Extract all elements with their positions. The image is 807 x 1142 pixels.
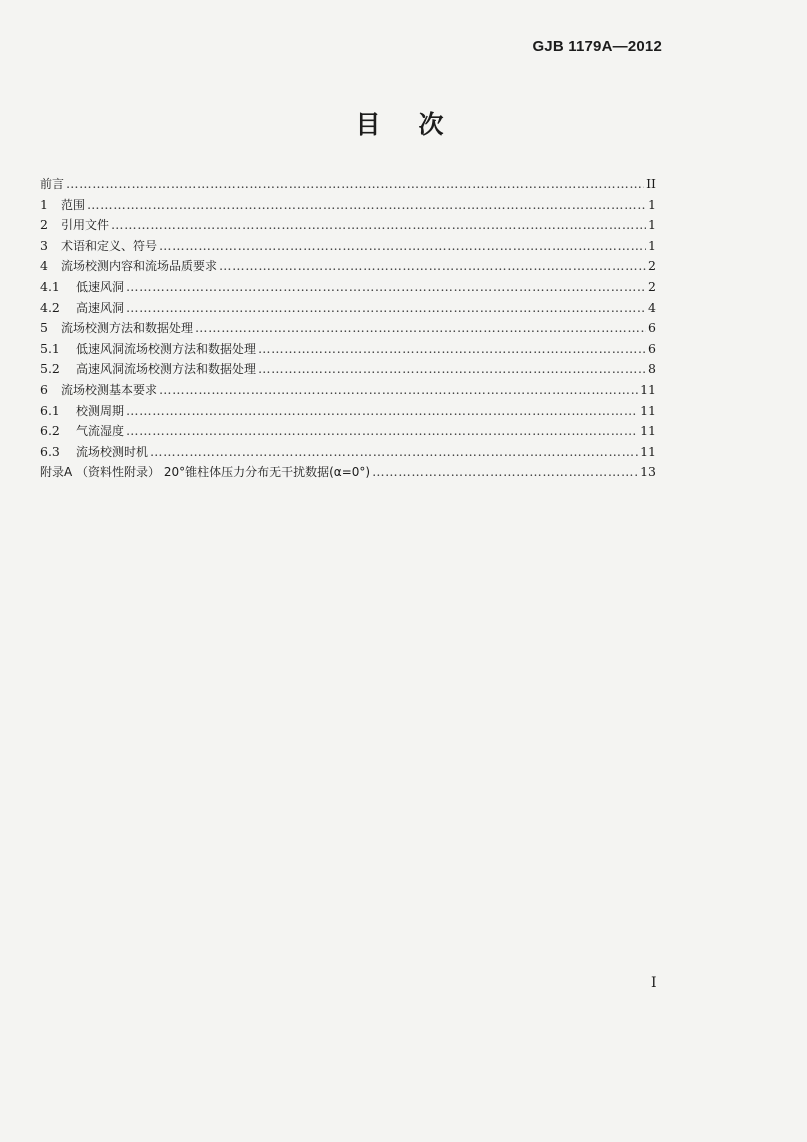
toc-entry-title: 附录A （资料性附录） 20°锥柱体压力分布无干扰数据(α=0°) [40, 465, 371, 480]
toc-entry-title: 流场校测基本要求 [61, 382, 158, 397]
toc-entry-page: 1 [648, 196, 656, 212]
toc-entry-page: 1 [648, 217, 656, 233]
toc-leader-dots [258, 359, 646, 380]
toc-entry[interactable] [40, 462, 656, 483]
toc-entry-page: 6 [648, 320, 656, 336]
standard-code: GJB 1179A—2012 [532, 38, 662, 55]
toc-entry-title: 流场校测内容和流场品质要求 [61, 259, 218, 274]
toc-entry[interactable] [40, 174, 656, 195]
toc-leader-dots [159, 236, 646, 257]
toc-leader-dots [258, 339, 646, 360]
toc-entry-page: 11 [640, 381, 656, 397]
toc-entry-title: 校测周期 [76, 403, 125, 418]
toc-leader-dots [87, 195, 646, 216]
toc-entry-page: 2 [648, 258, 656, 274]
toc-entry-page: II [646, 176, 656, 191]
toc-leader-dots [372, 462, 638, 483]
toc-leader-dots [195, 318, 646, 339]
toc-entry[interactable] [40, 318, 656, 339]
toc-entry-number: 3 [40, 237, 48, 253]
toc-entry-page: 8 [648, 361, 656, 377]
toc-entry[interactable] [40, 298, 656, 319]
toc-entry-number: 6.2 [40, 423, 60, 439]
toc-entry-number: 5.1 [40, 340, 60, 356]
toc-entry-page: 1 [648, 237, 656, 253]
toc-leader-dots [126, 298, 646, 319]
toc-entry-title: 气流湿度 [76, 424, 125, 439]
toc-entry-number: 5.2 [40, 361, 60, 377]
toc-entry[interactable] [40, 339, 656, 360]
toc-entry[interactable] [40, 215, 656, 236]
toc-entry-number: 2 [40, 217, 48, 233]
toc-entry-title: 低速风洞 [76, 279, 125, 294]
toc-leader-dots [219, 256, 646, 277]
page-number: I [651, 975, 657, 991]
toc-entry-number: 1 [40, 196, 48, 212]
toc-entry-page: 11 [640, 443, 656, 459]
toc-entry-page: 11 [640, 402, 656, 418]
toc-entry[interactable] [40, 359, 656, 380]
toc-entry[interactable] [40, 380, 656, 401]
toc-entry-title: 术语和定义、符号 [61, 238, 158, 253]
toc-entry[interactable] [40, 421, 656, 442]
toc-entry-title: 引用文件 [61, 218, 110, 233]
toc-leader-dots [126, 401, 638, 422]
toc-entry-title: 范围 [61, 197, 86, 212]
toc-entry-title: 高速风洞 [76, 300, 125, 315]
toc-entry-page: 11 [640, 423, 656, 439]
toc-leader-dots [159, 380, 638, 401]
toc-entry[interactable] [40, 277, 656, 298]
toc-leader-dots [126, 421, 638, 442]
toc-entry-title: 高速风洞流场校测方法和数据处理 [76, 362, 257, 377]
toc-entry-number: 6 [40, 381, 48, 397]
toc-entry-number: 6.1 [40, 402, 60, 418]
toc-leader-dots [111, 215, 646, 236]
table-of-contents [40, 174, 656, 483]
toc-title: 目次 [355, 110, 482, 139]
toc-entry-page: 4 [648, 299, 656, 315]
toc-entry-number: 6.3 [40, 443, 60, 459]
toc-leader-dots [150, 442, 638, 463]
toc-entry[interactable] [40, 236, 656, 257]
toc-entry-title: 流场校测方法和数据处理 [61, 321, 194, 336]
toc-entry-title: 前言 [40, 177, 65, 191]
toc-entry-page: 2 [648, 278, 656, 294]
toc-entry[interactable] [40, 442, 656, 463]
toc-entry[interactable] [40, 195, 656, 216]
toc-entry-number: 4.1 [40, 278, 60, 294]
toc-leader-dots [66, 174, 644, 195]
toc-leader-dots [126, 277, 646, 298]
toc-entry-title: 流场校测时机 [76, 444, 149, 459]
toc-entry[interactable] [40, 256, 656, 277]
toc-entry[interactable] [40, 401, 656, 422]
toc-entry-number: 4.2 [40, 299, 60, 315]
toc-entry-page: 6 [648, 340, 656, 356]
toc-entry-number: 5 [40, 320, 48, 336]
toc-entry-number: 4 [40, 258, 48, 274]
toc-entry-title: 低速风洞流场校测方法和数据处理 [76, 341, 257, 356]
toc-entry-page: 13 [640, 464, 656, 480]
